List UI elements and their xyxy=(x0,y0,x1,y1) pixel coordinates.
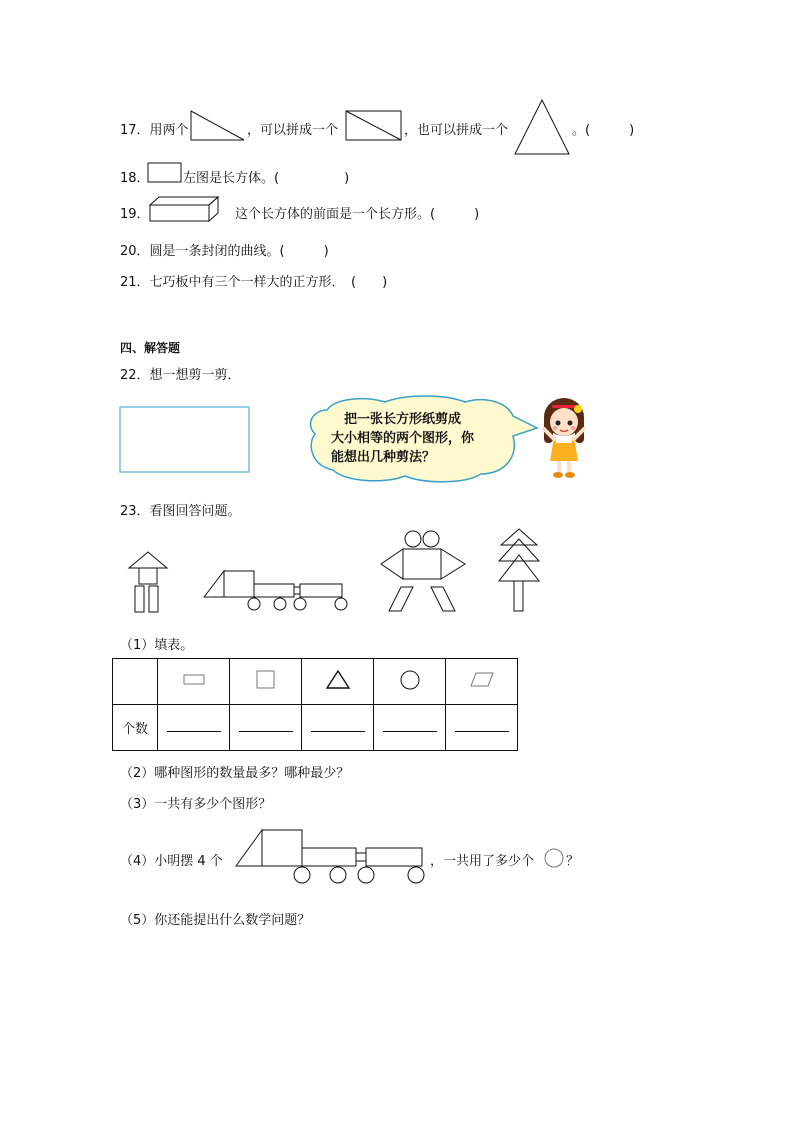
cuboid-figure xyxy=(149,196,221,224)
q23-sub4-c: ？ xyxy=(566,854,580,869)
triangle-header xyxy=(302,659,374,705)
girl-illustration xyxy=(538,395,590,481)
q23-sub2: （2）哪种图形的数量最多？哪种最少？ xyxy=(120,766,350,781)
q22-line: 22．想一想剪一剪． xyxy=(120,368,241,383)
q17-answer: 。( ) xyxy=(572,123,635,138)
shape-count-table xyxy=(112,658,518,751)
q19-num: 19． xyxy=(120,207,150,222)
square-icon xyxy=(256,670,276,690)
paper-rectangle xyxy=(119,406,251,474)
q17-text-3: ，也可以拼成一个 xyxy=(404,123,509,138)
q17-text-2: ，可以拼成一个 xyxy=(247,123,339,138)
rectangle-icon xyxy=(183,674,205,686)
parallelogram-header xyxy=(446,659,518,705)
q18-text: 左图是长方体。( ) xyxy=(183,171,350,186)
circle-count-blank[interactable] xyxy=(374,705,446,751)
robot-figure xyxy=(379,529,467,615)
section-title: 四、解答题 xyxy=(120,341,181,355)
q23-sub3: （3）一共有多少个图形？ xyxy=(120,797,272,812)
truck-figure xyxy=(202,566,350,614)
table-header-row xyxy=(113,659,518,705)
bubble-line-3: 能想出几种剪法？ xyxy=(331,450,436,465)
square-count-blank[interactable] xyxy=(230,705,302,751)
q19-text: 这个长方体的前面是一个长方形。( ) xyxy=(235,207,480,222)
bubble-line-1: 把一张长方形纸剪成 xyxy=(331,412,462,427)
house-figure xyxy=(127,550,171,614)
q23-line: 23．看图回答问题。 xyxy=(120,504,241,519)
q17-line: 17．用两个 xyxy=(120,123,189,138)
q23-sub1: （1）填表。 xyxy=(120,638,194,653)
parallelogram-count-blank[interactable] xyxy=(446,705,518,751)
q23-sub5: （5）你还能提出什么数学问题？ xyxy=(120,913,311,928)
rectangle-diagonal-figure xyxy=(345,110,403,142)
circle-icon xyxy=(399,669,421,691)
circle-icon-inline xyxy=(543,847,565,869)
truck-figure-large xyxy=(234,826,430,886)
circle-header xyxy=(374,659,446,705)
rectangle-header xyxy=(158,659,230,705)
parallelogram-icon xyxy=(470,672,494,688)
triangle-count-blank[interactable] xyxy=(302,705,374,751)
row-label: 个数 xyxy=(113,705,158,751)
right-triangle-figure xyxy=(190,110,246,142)
tree-figure xyxy=(497,527,543,615)
q18-num: 18． xyxy=(120,171,150,186)
triangle-icon xyxy=(326,670,350,690)
table-count-row xyxy=(113,705,518,751)
rectangle-count-blank[interactable] xyxy=(158,705,230,751)
table-corner-cell xyxy=(113,659,158,705)
rectangle-figure xyxy=(147,162,183,184)
q21-line: 21．七巧板中有三个一样大的正方形． ( ) xyxy=(120,275,388,290)
q23-sub4-b: ，一共用了多少个 xyxy=(430,854,535,869)
large-triangle-figure xyxy=(514,99,572,157)
bubble-line-2: 大小相等的两个图形，你 xyxy=(331,431,475,446)
square-header xyxy=(230,659,302,705)
q20-line: 20．圆是一条封闭的曲线。( ) xyxy=(120,244,329,259)
q23-sub4-a: （4）小明摆 4 个 xyxy=(120,854,223,869)
